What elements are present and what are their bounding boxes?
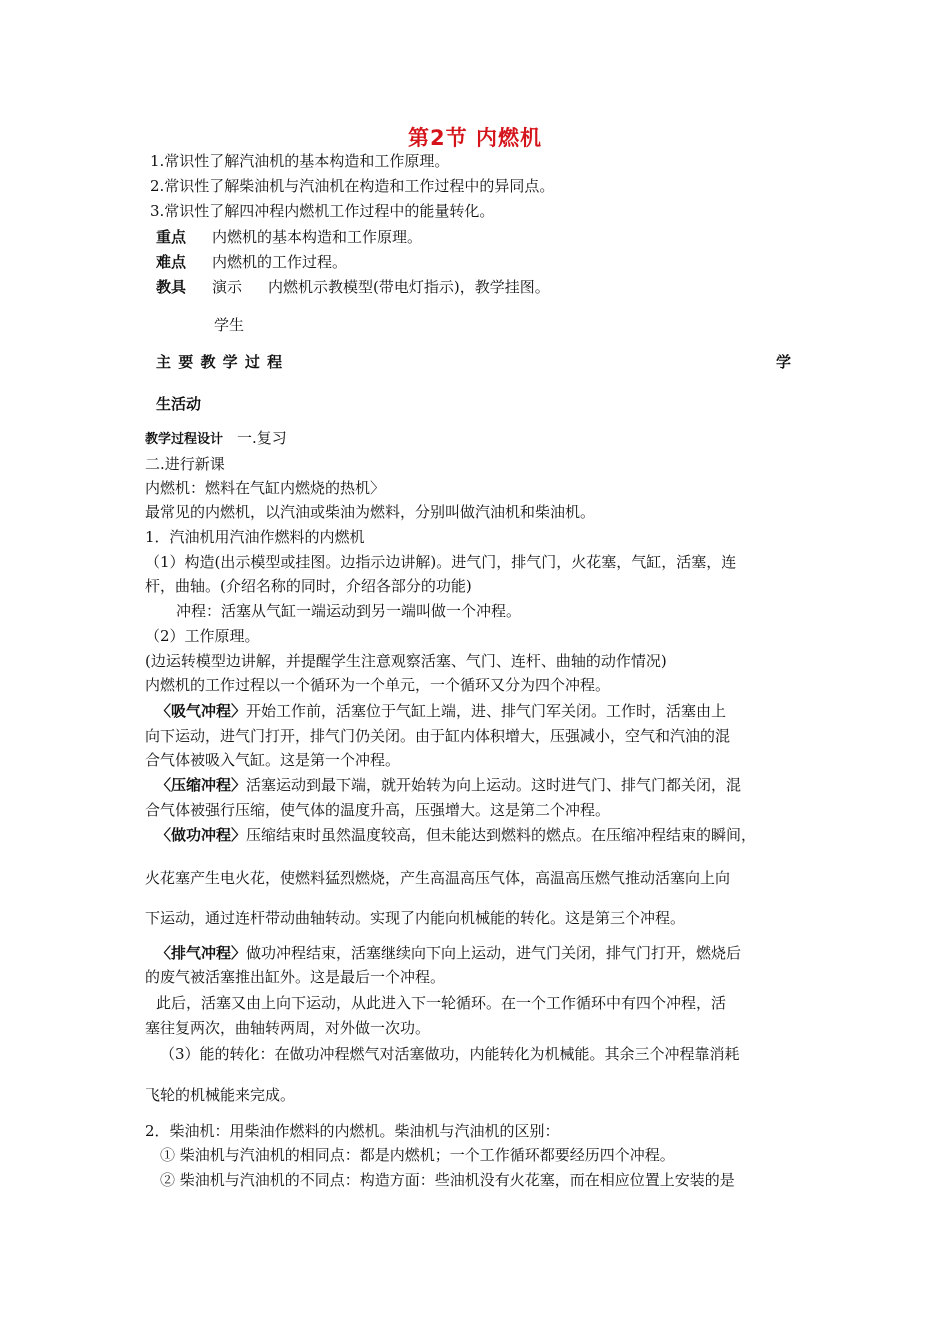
tools-demo: 演示 [212, 278, 243, 296]
design-label: 教学过程设计 [145, 432, 224, 447]
intake-label: 〈吸气冲程〉 [156, 702, 247, 720]
tools-student: 学生 [214, 316, 245, 334]
difficulty-row [156, 251, 347, 273]
body-line: 冲程：活塞从气缸一端运动到另一端叫做一个冲程。 [176, 602, 522, 620]
process-header-right: 学 [776, 353, 792, 371]
intake-line-1 [156, 700, 726, 722]
body-line: 内燃机：燃料在气缸内燃烧的热机〉 [145, 479, 386, 497]
design-review: 一.复习 [237, 429, 287, 447]
cycle-line-2: 塞往复两次，曲轴转两周，对外做一次功。 [145, 1019, 431, 1037]
compress-label: 〈压缩冲程〉 [156, 776, 247, 794]
process-header-second: 生活动 [156, 395, 202, 413]
intake-line-2: 向下运动，进气门打开，排气门仍关闭。由于缸内体积增大，压强减小，空气和汽油的混 [145, 727, 731, 745]
tools-label: 教具 [156, 278, 187, 296]
difficulty-text: 内燃机的工作过程。 [212, 253, 348, 271]
diesel-diff: ② 柴油机与汽油机的不同点：构造方面：些油机没有火花塞，而在相应位置上安装的是 [160, 1171, 735, 1189]
focus-text: 内燃机的基本构造和工作原理。 [212, 228, 423, 246]
page-title: 第2节 内燃机 [408, 126, 542, 150]
tools-text: 内燃机示教模型(带电灯指示)，教学挂图。 [268, 278, 550, 296]
body-line: 二.进行新课 [145, 455, 225, 473]
exhaust-line-2: 的废气被活塞推出缸外。这是最后一个冲程。 [145, 968, 446, 986]
energy-line-2: 飞轮的机械能来完成。 [145, 1086, 296, 1104]
intake-line-3: 合气体被吸入气缸。这是第一个冲程。 [145, 751, 401, 769]
energy-line-1: （3）能的转化：在做功冲程燃气对活塞做功，内能转化为机械能。其余三个冲程靠消耗 [160, 1045, 740, 1063]
diesel-same: ① 柴油机与汽油机的相同点：都是内燃机；一个工作循环都要经历四个冲程。 [160, 1146, 675, 1164]
objective-2: 2.常识性了解柴油机与汽油机在构造和工作过程中的异同点。 [150, 177, 555, 195]
focus-label: 重点 [156, 228, 187, 246]
difficulty-label: 难点 [156, 253, 187, 271]
body-line: 杆，曲轴。(介绍名称的同时，介绍各部分的功能) [145, 577, 472, 595]
body-line: （2）工作原理。 [145, 627, 260, 645]
exhaust-line-1 [156, 942, 741, 964]
diesel-heading: 2．柴油机：用柴油作燃料的内燃机。柴油机与汽油机的区别： [145, 1122, 560, 1140]
power-line-3: 下运动，通过连杆带动曲轴转动。实现了内能向机械能的转化。这是第三个冲程。 [145, 909, 686, 927]
power-label: 〈做功冲程〉 [156, 826, 247, 844]
power-text: 压缩结束时虽然温度较高，但未能达到燃料的燃点。在压缩冲程结束的瞬间， [246, 826, 757, 844]
design-row [145, 427, 287, 451]
exhaust-text: 做功冲程结束，活塞继续向下向上运动，进气门关闭，排气门打开，燃烧后 [246, 944, 742, 962]
body-line: 最常见的内燃机，以汽油或柴油为燃料，分别叫做汽油机和柴油机。 [145, 503, 596, 521]
objective-1: 1.常识性了解汽油机的基本构造和工作原理。 [150, 152, 450, 170]
body-line: （1）构造(出示模型或挂图。边指示边讲解)。进气门，排气门，火花塞，气缸，活塞，连 [145, 553, 737, 571]
body-line: 1．汽油机用汽油作燃料的内燃机 [145, 528, 365, 546]
process-header-main: 主 要 教 学 过 程 [156, 353, 284, 371]
body-line: (边运转模型边讲解，并提醒学生注意观察活塞、气门、连杆、曲轴的动作情况) [145, 652, 667, 670]
compress-line-1 [156, 774, 741, 796]
tools-row [156, 276, 550, 298]
power-line-1 [156, 824, 756, 846]
body-line: 内燃机的工作过程以一个循环为一个单元，一个循环又分为四个冲程。 [145, 676, 611, 694]
cycle-line-1: 此后，活塞又由上向下运动，从此进入下一轮循环。在一个工作循环中有四个冲程，活 [156, 994, 727, 1012]
power-line-2: 火花塞产生电火花，使燃料猛烈燃烧，产生高温高压气体，高温高压燃气推动活塞向上向 [145, 869, 731, 887]
focus-row [156, 226, 422, 248]
objective-3: 3.常识性了解四冲程内燃机工作过程中的能量转化。 [150, 202, 495, 220]
intake-text: 开始工作前，活塞位于气缸上端，进、排气门军关闭。工作时，活塞由上 [246, 702, 727, 720]
compress-line-2: 合气体被强行压缩，使气体的温度升高，压强增大。这是第二个冲程。 [145, 801, 611, 819]
exhaust-label: 〈排气冲程〉 [156, 944, 247, 962]
compress-text: 活塞运动到最下端，就开始转为向上运动。这时进气门、排气门都关闭，混 [246, 776, 742, 794]
